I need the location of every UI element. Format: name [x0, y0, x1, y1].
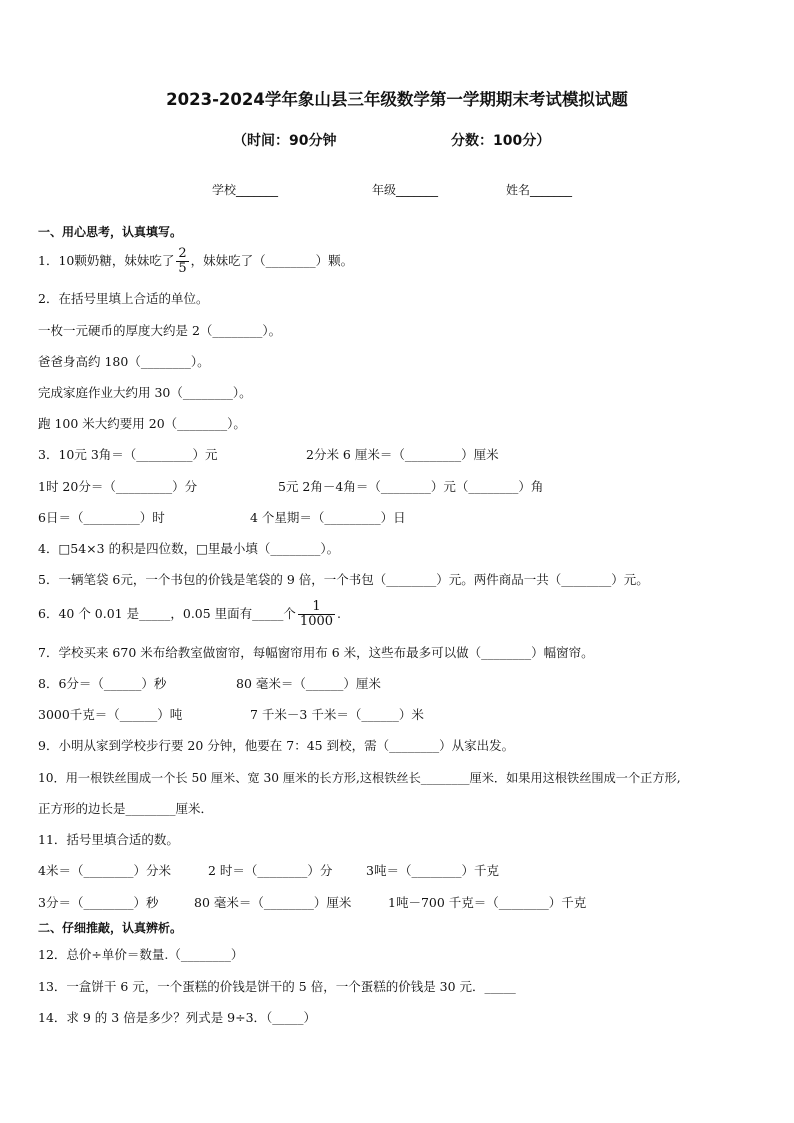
exam-time: （时间：90分钟 — [233, 133, 337, 149]
question-11a-2: 2 时＝（________）分 — [208, 863, 333, 878]
question-13: 13．一盒饼干 6 元，一个蛋糕的价钱是饼干的 5 倍，一个蛋糕的价钱是 30 元．_____ — [38, 979, 516, 994]
question-11b-1: 3分＝（________）秒 — [38, 895, 159, 910]
section-1-heading: 一、用心思考，认真填写。 — [38, 225, 183, 239]
question-11: 11．括号里填合适的数。 — [38, 832, 179, 847]
question-5: 5．一辆笔袋 6元，一个书包的价钱是笔袋的 9 倍，一个书包（________）元。两件商品一共（________）元。 — [38, 572, 649, 587]
question-3b-left: 1时 20分＝（_________）分 — [38, 479, 198, 494]
question-12: 12．总价÷单价＝数量.（________） — [38, 947, 244, 962]
question-2b: 爸爸身高约 180（________）。 — [38, 354, 210, 369]
question-6-suffix: . — [337, 606, 341, 621]
question-11a-3: 3吨＝（________）千克 — [366, 863, 499, 878]
question-3b-right: 5元 2角－4角＝（________）元（________）角 — [278, 479, 544, 494]
question-4: 4．□54×3 的积是四位数，□里最小填（________）。 — [38, 541, 340, 556]
question-2: 2．在括号里填上合适的单位。 — [38, 291, 209, 306]
question-11a-1: 4米＝（________）分米 — [38, 863, 171, 878]
question-11b-2: 80 毫米＝（________）厘米 — [194, 895, 352, 910]
question-2d: 跑 100 米大约要用 20（________）。 — [38, 416, 246, 431]
question-2a: 一枚一元硬币的厚度大约是 2（________）。 — [38, 323, 282, 338]
section-2-heading: 二、仔细推敲，认真辨析。 — [38, 921, 183, 935]
question-8a-right: 80 毫米＝（______）厘米 — [236, 676, 381, 691]
question-1-suffix: ，妹妹吃了（________）颗。 — [190, 253, 354, 268]
fraction-denominator: 1000 — [299, 614, 334, 629]
question-3a-right: 2分米 6 厘米＝（_________）厘米 — [306, 447, 499, 462]
question-7: 7．学校买来 670 米布给教室做窗帘，每幅窗帘用布 6 米，这些布最多可以做（________）幅窗帘。 — [38, 645, 594, 660]
fraction-2-5 — [176, 247, 188, 276]
question-6 — [38, 600, 341, 629]
question-2c: 完成家庭作业大约用 30（________）。 — [38, 385, 252, 400]
fraction-1-1000 — [298, 600, 335, 629]
question-8a-left: 8．6分＝（______）秒 — [38, 676, 167, 691]
fraction-numerator: 1 — [298, 600, 335, 615]
school-field: 学校_______ — [212, 183, 279, 197]
name-field: 姓名_______ — [506, 183, 573, 197]
question-8b-right: 7 千米－3 千米＝（______）米 — [250, 707, 424, 722]
grade-field: 年级_______ — [372, 183, 439, 197]
question-6-prefix: 6．40 个 0.01 是_____，0.05 里面有_____个 — [38, 606, 296, 621]
question-10-line-1: 10．用一根铁丝围成一个长 50 厘米、宽 30 厘米的长方形,这根铁丝长________厘米．如果用这根铁丝围成一个正方形, — [38, 771, 681, 785]
fraction-denominator: 5 — [178, 261, 187, 276]
question-9: 9．小明从家到学校步行要 20 分钟，他要在 7：45 到校，需（________）从家出发。 — [38, 738, 515, 753]
question-8b-left: 3000千克＝（______）吨 — [38, 707, 183, 722]
question-14: 14．求 9 的 3 倍是多少？列式是 9÷3．（_____） — [38, 1010, 317, 1025]
fraction-numerator: 2 — [178, 246, 187, 261]
question-3c-left: 6日＝（_________）时 — [38, 510, 165, 525]
question-3a-left: 3．10元 3角＝（_________）元 — [38, 447, 218, 462]
question-1-prefix: 1．10颗奶糖，妹妹吃了 — [38, 253, 175, 268]
page-title: 2023-2024学年象山县三年级数学第一学期期末考试模拟试题 — [166, 90, 628, 109]
question-1 — [38, 247, 353, 276]
question-11b-3: 1吨－700 千克＝（________）千克 — [388, 895, 587, 910]
question-10-line-2: 正方形的边长是________厘米． — [38, 801, 214, 816]
exam-score: 分数：100分） — [451, 133, 551, 149]
question-3c-right: 4 个星期＝（_________）日 — [250, 510, 406, 525]
